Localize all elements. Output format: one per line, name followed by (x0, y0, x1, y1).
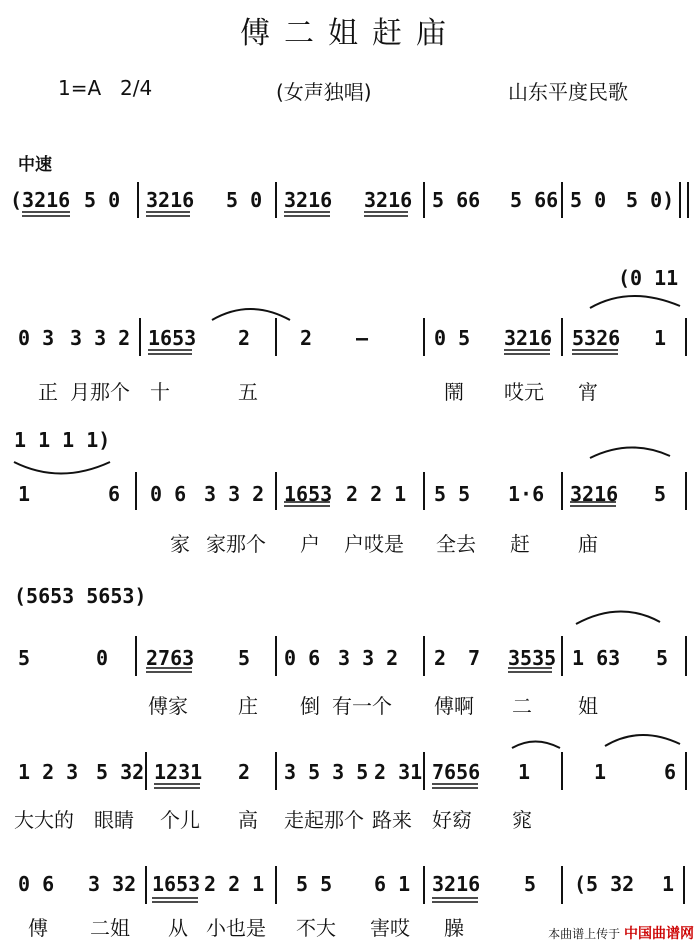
note-group: 5 0 (84, 188, 121, 212)
note-group: 6 (664, 760, 677, 784)
lyric: 不大 (296, 916, 336, 940)
lyric: 有一个 (332, 694, 392, 718)
note-group: 7656 (432, 760, 481, 784)
note-group: (0 11 (618, 266, 679, 290)
lyric: 十 (150, 380, 170, 404)
note-group: 1 (518, 760, 531, 784)
lyric: 傅啊 (434, 694, 474, 718)
note-group: 7 (468, 646, 481, 670)
note-group: 1 63 (572, 646, 621, 670)
note-group: 1653 (148, 326, 197, 350)
note-group: 5 32 (96, 760, 145, 784)
note-group: 1 (662, 872, 675, 896)
note-group: 1·6 (508, 482, 545, 506)
note-group: 5 (654, 482, 667, 506)
note-group: 5 66 (432, 188, 481, 212)
note-group: 3 5 3 5 (284, 760, 369, 784)
watermark-brand: 中国曲谱网 (624, 926, 694, 942)
lyric: 家那个 (206, 532, 266, 556)
note-group: 3216 (284, 188, 333, 212)
lyric: 路来 (372, 808, 412, 832)
time-signature: 2/4 (120, 76, 153, 100)
note-group: 5 0 (570, 188, 607, 212)
watermark-text: 本曲谱上传于 (548, 927, 621, 941)
note-group: 5 0 (226, 188, 263, 212)
note-group: 1653 (152, 872, 201, 896)
lyric: 庙 (578, 532, 598, 556)
lyric: 走起那个 (284, 808, 364, 832)
lyric: 姐 (578, 694, 598, 718)
note-group: 3 3 2 (338, 646, 399, 670)
note-group: (5 32 (574, 872, 635, 896)
lyric: 二姐 (90, 916, 130, 940)
note-group: 3216 (432, 872, 481, 896)
lyric: 家 (170, 532, 190, 556)
song-source: 山东平度民歌 (508, 80, 628, 104)
note-group: 5326 (572, 326, 621, 350)
note-group: 5 66 (510, 188, 559, 212)
note-group: 3 3 2 (204, 482, 265, 506)
watermark (548, 923, 694, 943)
note-group: 3 3 2 (70, 326, 131, 350)
note-group: 1 1 1 1) (14, 428, 111, 452)
lyric: 小也是 (206, 916, 266, 940)
note-group: 2 (300, 326, 313, 350)
lyric: 高 (238, 808, 258, 832)
note-group: 5 (656, 646, 669, 670)
note-group: 5 5 (434, 482, 471, 506)
lyric: 庄 (238, 694, 258, 718)
note-group: 1 (594, 760, 607, 784)
note-group: 1 (654, 326, 667, 350)
lyric: 大大的 (14, 808, 74, 832)
note-group: 0 6 (18, 872, 55, 896)
key-signature: 1=A (58, 76, 102, 100)
song-title: 傅二姐赶庙 (240, 16, 460, 51)
lyric: 户 (300, 532, 320, 556)
lyric: 倒 (300, 694, 320, 718)
note-group: 2 2 1 (346, 482, 407, 506)
note-group: 1231 (154, 760, 203, 784)
note-group: 2763 (146, 646, 195, 670)
note-group: 5 5 (296, 872, 333, 896)
note-group: 2 (434, 646, 447, 670)
lyric: 宵 (578, 380, 598, 404)
note-group: 3535 (508, 646, 557, 670)
lyric: 好窈 (432, 808, 472, 832)
lyric: 全去 (436, 532, 476, 556)
note-group: 5 0) (626, 188, 675, 212)
tempo-marking: 中速 (18, 155, 52, 175)
note-group: 3216 (146, 188, 195, 212)
note-group: 3216 (570, 482, 619, 506)
note-group: 1653 (284, 482, 333, 506)
lyric: 臊 (444, 916, 464, 940)
note-group: 6 (108, 482, 121, 506)
note-group: 5 (18, 646, 31, 670)
note-group: 6 1 (374, 872, 411, 896)
lyric: 鬧 (444, 380, 464, 404)
note-group: 0 6 (284, 646, 321, 670)
note-group: 0 5 (434, 326, 471, 350)
note-group: 1 (18, 482, 31, 506)
lyric: 二 (512, 694, 532, 718)
lyric: 哎元 (504, 380, 544, 404)
lyric: 眼睛 (94, 808, 134, 832)
note-group: 0 3 (18, 326, 55, 350)
note-group: 0 (96, 646, 109, 670)
lyric: 窕 (512, 808, 532, 832)
note-group: 5 (238, 646, 251, 670)
lyric: 傅家 (148, 694, 188, 718)
note-group: 5 (524, 872, 537, 896)
note-group: 3216 (504, 326, 553, 350)
note-group: 2 2 1 (204, 872, 265, 896)
note-group: (5653 5653) (14, 584, 147, 608)
lyric: 害哎 (370, 916, 410, 940)
lyric: 五 (238, 380, 258, 404)
lyric: 月那个 (70, 380, 130, 404)
note-group: 2 31 (374, 760, 423, 784)
note-group: 2 (238, 326, 251, 350)
note-group: — (356, 326, 369, 350)
lyric: 赶 (510, 532, 530, 556)
lyric: 正 (38, 380, 58, 404)
lyric: 从 (168, 916, 188, 940)
lyric: 户哎是 (344, 532, 404, 556)
note-group: (3216 (10, 188, 71, 212)
note-group: 1 2 3 (18, 760, 79, 784)
note-group: 2 (238, 760, 251, 784)
lyric: 傅 (28, 916, 48, 940)
note-group: 0 6 (150, 482, 187, 506)
lyric: 个儿 (160, 808, 200, 832)
performance-note: (女声独唱) (276, 80, 372, 104)
note-group: 3 32 (88, 872, 137, 896)
note-group: 3216 (364, 188, 413, 212)
